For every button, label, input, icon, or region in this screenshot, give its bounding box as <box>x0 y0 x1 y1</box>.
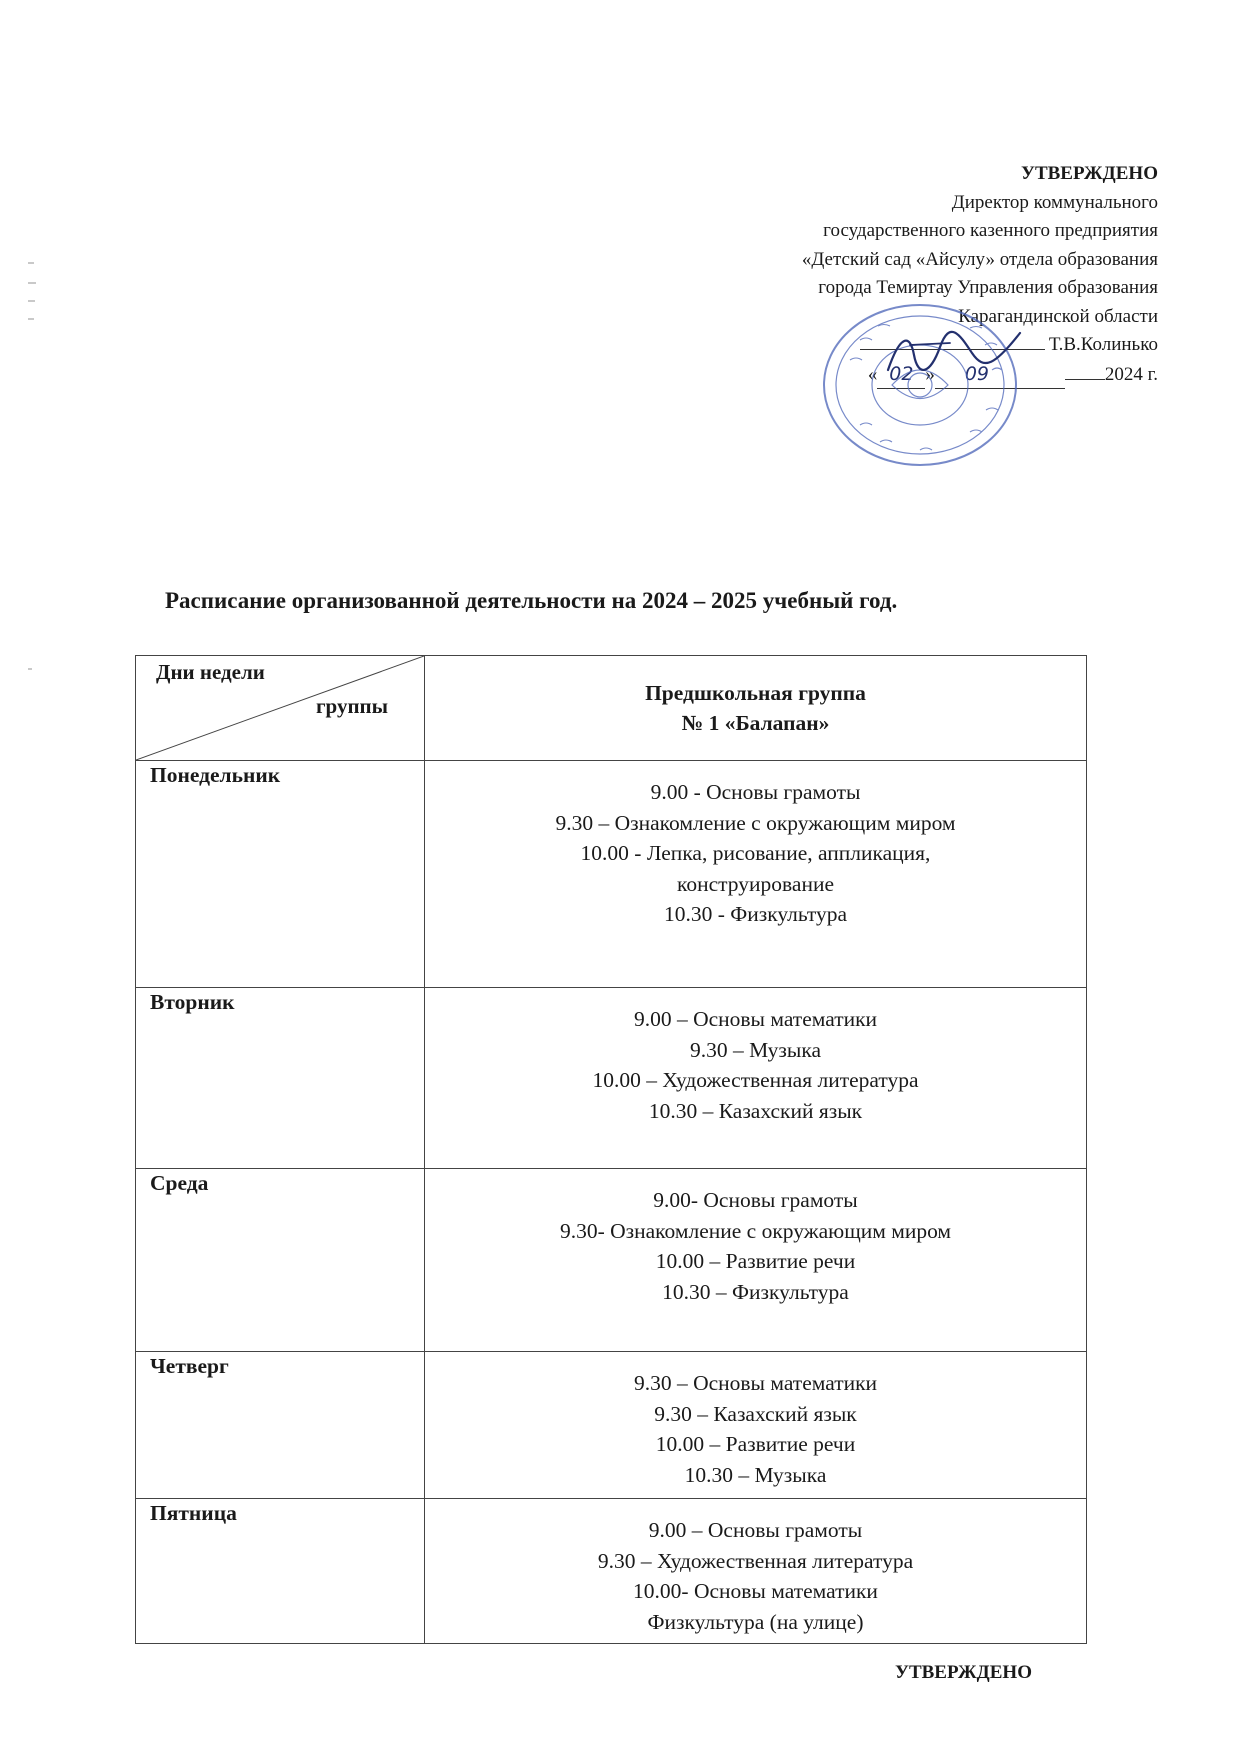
scan-artifact <box>28 282 36 284</box>
lesson-item: 10.00 – Развитие речи <box>655 1432 856 1456</box>
lesson-item: 9.00 – Основы математики <box>633 1007 878 1031</box>
group-header-cell <box>425 656 1087 761</box>
signature-line <box>598 331 1158 360</box>
approval-line: «Детский сад «Айсулу» отдела образования <box>801 248 1158 270</box>
date-quote-close: » <box>925 363 935 385</box>
document-title: Расписание организованной деятельности на 2024 – 2025 учебный год. <box>165 588 898 613</box>
table-row <box>136 988 1087 1169</box>
lesson-item: 9.00- Основы грамоты <box>653 1188 858 1212</box>
lessons-cell <box>425 1352 1087 1499</box>
lessons-cell <box>425 1169 1087 1352</box>
approval-title: УТВЕРЖДЕНО <box>1021 163 1158 184</box>
approval-block <box>598 160 1158 389</box>
date-year-blank <box>1065 379 1105 380</box>
lesson-item: 9.30 – Ознакомление с окружающим миром <box>555 810 956 835</box>
lesson-item: Физкультура (на улице) <box>647 1609 864 1634</box>
header-days-label: Дни недели <box>156 660 265 684</box>
lesson-item: 10.00 - Лепка, рисование, аппликация, <box>580 841 931 865</box>
signer-name: Т.В.Колинько <box>1048 334 1158 355</box>
lessons-cell <box>425 988 1087 1169</box>
lesson-item: 9.00 – Основы грамоты <box>648 1518 863 1542</box>
approval-line: Директор коммунального <box>951 191 1158 213</box>
lesson-item: 9.30- Ознакомление с окружающим миром <box>559 1218 952 1243</box>
lessons-cell <box>425 1499 1087 1644</box>
table-row <box>136 1499 1087 1644</box>
schedule-table <box>135 655 1087 1644</box>
date-day: 02 <box>877 360 925 390</box>
scan-artifact <box>28 668 32 670</box>
table-row <box>136 1352 1087 1499</box>
table-header-row <box>136 656 1087 761</box>
lesson-item: 10.30 – Музыка <box>684 1462 827 1487</box>
header-diagonal-cell <box>136 656 425 761</box>
date-month: 09 <box>935 360 1065 390</box>
lesson-item: 10.30 – Казахский язык <box>648 1098 863 1123</box>
lesson-item: конструирование <box>677 871 834 896</box>
approval-line: города Темиртау Управления образования <box>818 277 1158 298</box>
date-year: 2024 г. <box>1104 363 1158 385</box>
header-groups-label: группы <box>316 694 389 718</box>
lesson-item: 9.30 – Казахский язык <box>654 1401 857 1426</box>
day-cell: Пятница <box>136 1499 425 1644</box>
table-row <box>136 1169 1087 1352</box>
scan-artifact <box>28 300 35 302</box>
lessons-cell <box>425 761 1087 988</box>
lesson-item: 9.30 – Музыка <box>689 1037 822 1062</box>
approval-line: государственного казенного предприятия <box>823 220 1158 241</box>
day-cell: Среда <box>136 1169 425 1352</box>
lesson-item: 9.00 - Основы грамоты <box>650 780 861 804</box>
lesson-item: 9.30 – Основы математики <box>633 1371 878 1395</box>
date-quote-open: « <box>867 363 878 385</box>
date-line <box>598 360 1158 390</box>
lesson-item: 10.00- Основы математики <box>633 1579 878 1603</box>
approval-line: Карагандинской области <box>958 305 1158 327</box>
day-cell: Четверг <box>136 1352 425 1499</box>
lesson-item: 10.00 – Развитие речи <box>655 1249 856 1273</box>
scan-artifact <box>28 318 34 320</box>
lesson-item: 10.00 – Художественная литература <box>592 1068 919 1092</box>
footer-approved: УТВЕРЖДЕНО <box>895 1662 1032 1683</box>
lesson-item: 9.30 – Художественная литература <box>597 1548 914 1573</box>
lesson-item: 10.30 – Физкультура <box>662 1279 849 1304</box>
table-row <box>136 761 1087 988</box>
group-name: Предшкольная группа <box>645 681 866 705</box>
group-number: № 1 «Балапан» <box>681 711 830 735</box>
day-cell: Вторник <box>136 988 425 1169</box>
scan-artifact <box>28 262 34 264</box>
day-cell: Понедельник <box>136 761 425 988</box>
signature-blank <box>860 331 1045 350</box>
lesson-item: 10.30 - Физкультура <box>663 902 848 926</box>
